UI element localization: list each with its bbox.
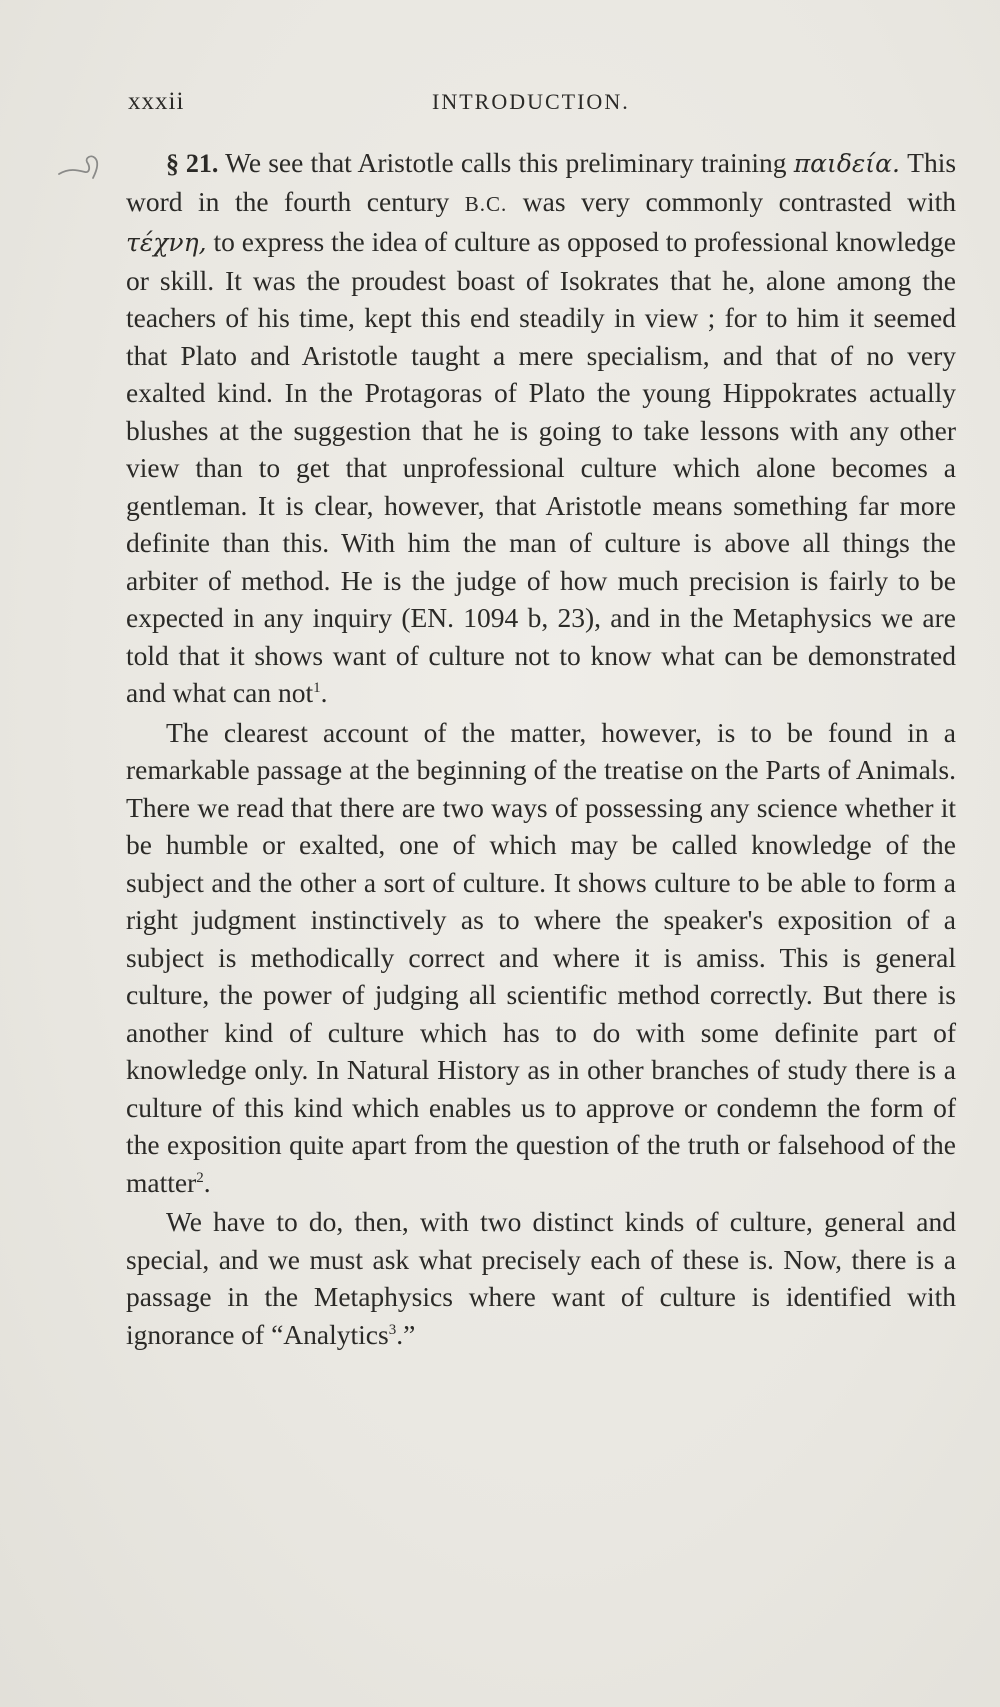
text-run: was very commonly contrasted with — [522, 185, 956, 217]
era-abbreviation: B.C. — [464, 191, 508, 216]
running-title: INTRODUCTION. — [432, 89, 630, 114]
body-text — [126, 144, 956, 1353]
text-run: The clearest account of the matter, however, is to be found in a remarkable passage at the beginning of the treatise on the Parts of Animals. There we read that there are two ways of possessing any science whether it be humble or exalted, one of which may be called knowledge of the subject and the other a sort of culture. It shows culture to be able to form a right judgment instinctively as to where the speaker's exposition of a subject is methodically correct and where it is amiss. This is general culture, the power of judging all scientific method correctly. But there is another kind of culture which has to do with some definite part of knowledge only. In Natural History as in other branches of study there is a culture of this kind which enables us to approve or condemn the form of the exposition quite apart from the question of the truth or falsehood of the matter — [126, 716, 956, 1198]
paragraph-3 — [126, 1203, 956, 1353]
footnote-ref: 1 — [313, 679, 321, 696]
section-number: § 21. — [166, 149, 219, 178]
text-run: . — [203, 1166, 211, 1198]
greek-term: τέχνη, — [126, 228, 207, 257]
text-run: This word in the fourth century — [126, 147, 957, 217]
paragraph-1 — [126, 144, 956, 712]
text-run: . — [320, 677, 328, 708]
pencil-margin-mark-icon — [55, 140, 115, 190]
running-head — [128, 88, 950, 124]
footnote-ref: 2 — [196, 1169, 204, 1186]
footnote-ref: 3 — [388, 1321, 397, 1338]
text-run: .” — [396, 1318, 416, 1350]
text-run: We have to do, then, with two distinct kinds of culture, general and special, and we must ask what precisely each of these is. Now, there is a passage in the Metaphysics where want of culture is identified with ignorance of “Analytics — [126, 1206, 956, 1350]
greek-term: παιδεία. — [793, 149, 900, 178]
paragraph-2 — [126, 714, 956, 1202]
page-number: xxxii — [128, 88, 185, 115]
text-run: We see that Aristotle calls this preliminary training — [225, 147, 787, 178]
text-run: to express the idea of culture as opposed to professional knowledge or skill. It was the proudest boast of Isokrates that he, alone among the teachers of his time, kept this end steadily in view ; for to him it seemed that Plato and Aristotle taught a mere specialism, and that of no very exalted kind. In the Protagoras of Plato the young Hippokrates actually blushes at the suggestion that he is going to take lessons with any other view than to get that unprofessional culture which alone becomes a gentleman. It is clear, however, that Aristotle means something far more definite than this. With him the man of culture is above all things the arbiter of method. He is the judge of how much precision is fairly to be expected in any inquiry (EN. 1094 b, 23), and in the Metaphysics we are told that it shows want of culture not to know what can be demonstrated and what can not — [126, 226, 956, 708]
